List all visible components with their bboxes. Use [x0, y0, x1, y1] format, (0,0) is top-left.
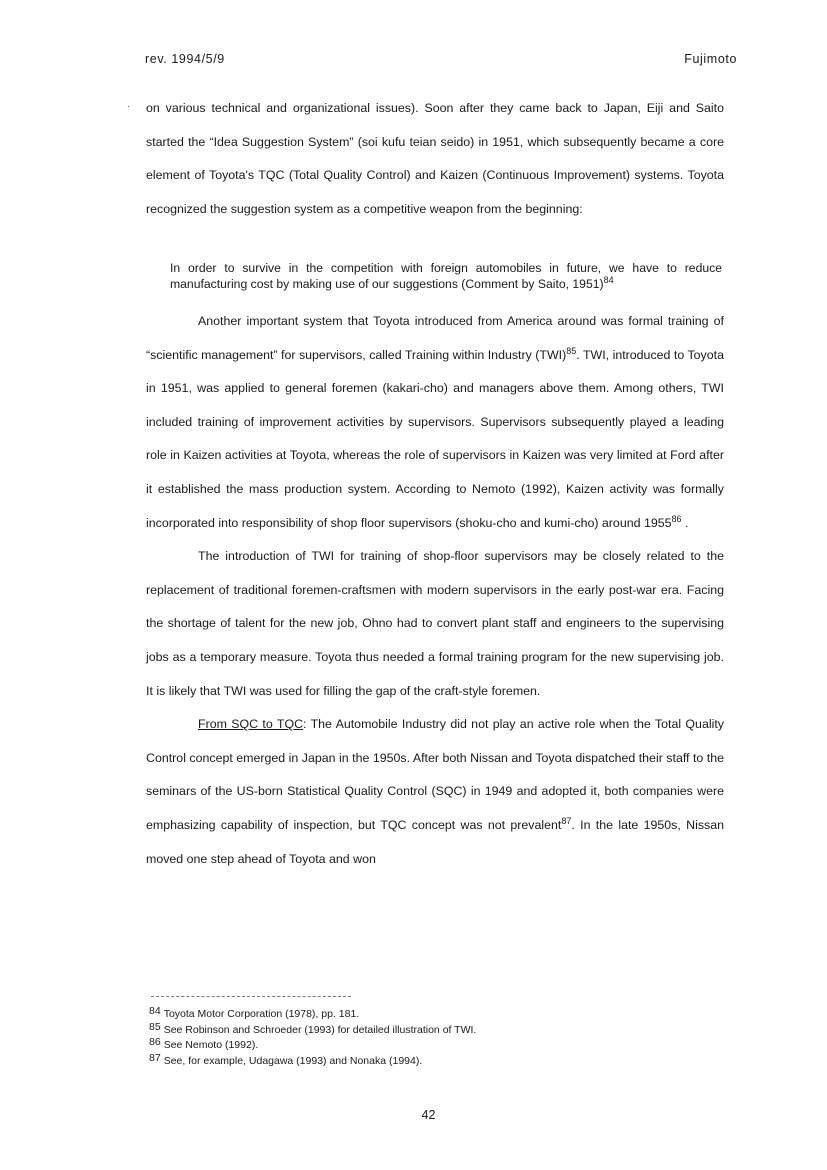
footnote-divider: [151, 996, 351, 997]
footnote-item: [149, 1020, 709, 1039]
footnote-number: 85: [149, 1020, 161, 1033]
footnote-item: [149, 1038, 709, 1054]
footnote-item: [149, 1007, 709, 1023]
footnote-item: [149, 1051, 709, 1070]
author-name: Fujimoto: [684, 52, 737, 66]
margin-mark: ·: [127, 101, 131, 112]
paragraph-4-text-a: : The Automobile Industry did not play an active role when the Total Quality Control concept emerged in Japan in the 1950s. After both Nissan and Toyota dispatched their staff to the seminars of the US-born Statistical Quality Control (SQC) in 1949 and adopted it, both companies were emphasizing capability of inspection, but TQC concept was not prevalent: [146, 717, 724, 832]
paragraph-4-text-b: . In the late 1950s, Nissan moved one step ahead of Toyota and won: [146, 817, 724, 866]
page-number: 42: [421, 1108, 436, 1122]
footnote-ref: 86: [671, 513, 682, 524]
paragraph-2-text-c: .: [681, 515, 689, 530]
footnote-number: 86: [149, 1036, 161, 1048]
footnote-ref: 87: [561, 815, 572, 826]
quote-text: In order to survive in the competition with foreign automobiles in future, we have to reduce manufacturing cost by making use of our suggestions (Comment by Saito, 1951): [170, 261, 722, 291]
paragraph-4: [146, 708, 724, 876]
revision-date: rev. 1994/5/9: [145, 52, 225, 66]
paragraph-2: [146, 305, 724, 540]
paragraph-2-text-b: . TWI, introduced to Toyota in 1951, was applied to general foremen (kakari-cho) and managers above them. Among others, TWI included training of improvement activities by supervisors. Supervisors subsequently played a leading role in Kaizen activities at Toyota, whereas the role of supervisors in Kaizen was very limited at Ford after it established the mass production system. According to Nemoto (1992), Kaizen activity was formally incorporated into responsibility of shop floor supervisors (shoku-cho and kumi-cho) around 1955: [146, 347, 724, 530]
footnote-text: Toyota Motor Corporation (1978), pp. 181.: [163, 1008, 360, 1020]
footnote-text: See, for example, Udagawa (1993) and Nonaka (1994).: [163, 1054, 423, 1067]
footnote-ref: 85: [566, 345, 577, 356]
footnote-number: 87: [149, 1051, 161, 1064]
body-text-continued: [146, 305, 724, 876]
footnote-ref: 84: [603, 274, 614, 285]
section-heading: From SQC to TQC: [198, 717, 304, 732]
block-quote: [170, 261, 722, 292]
footnote-number: 84: [149, 1005, 161, 1017]
paragraph-2-text-a: Another important system that Toyota introduced from America around was formal training of “scientific management” for supervisors, called Training within Industry (TWI): [146, 314, 724, 362]
footnote-text: See Robinson and Schroeder (1993) for detailed illustration of TWI.: [163, 1023, 477, 1036]
paragraph-3: The introduction of TWI for training of shop-floor supervisors may be closely related to the replacement of traditional foremen-craftsmen with modern supervisors in the early post-war era. Facing the shortage of talent for the new job, Ohno had to convert plant staff and engineers to the supervising jobs as a temporary measure. Toyota thus needed a formal training program for the new supervising job. It is likely that TWI was used for filling the gap of the craft-style foremen.: [146, 549, 724, 698]
footnote-text: See Nemoto (1992).: [163, 1039, 259, 1051]
footnotes: [149, 1007, 709, 1069]
paragraph-1: on various technical and organizational issues). Soon after they came back to Japan, Eiji and Saito started the “Idea Suggestion System” (soi kufu teian seido) in 1951, which subsequently became a core element of Toyota's TQC (Total Quality Control) and Kaizen (Continuous Improvement) systems. Toyota recognized the suggestion system as a competitive weapon from the beginning:: [146, 101, 724, 216]
body-text: [146, 92, 724, 226]
